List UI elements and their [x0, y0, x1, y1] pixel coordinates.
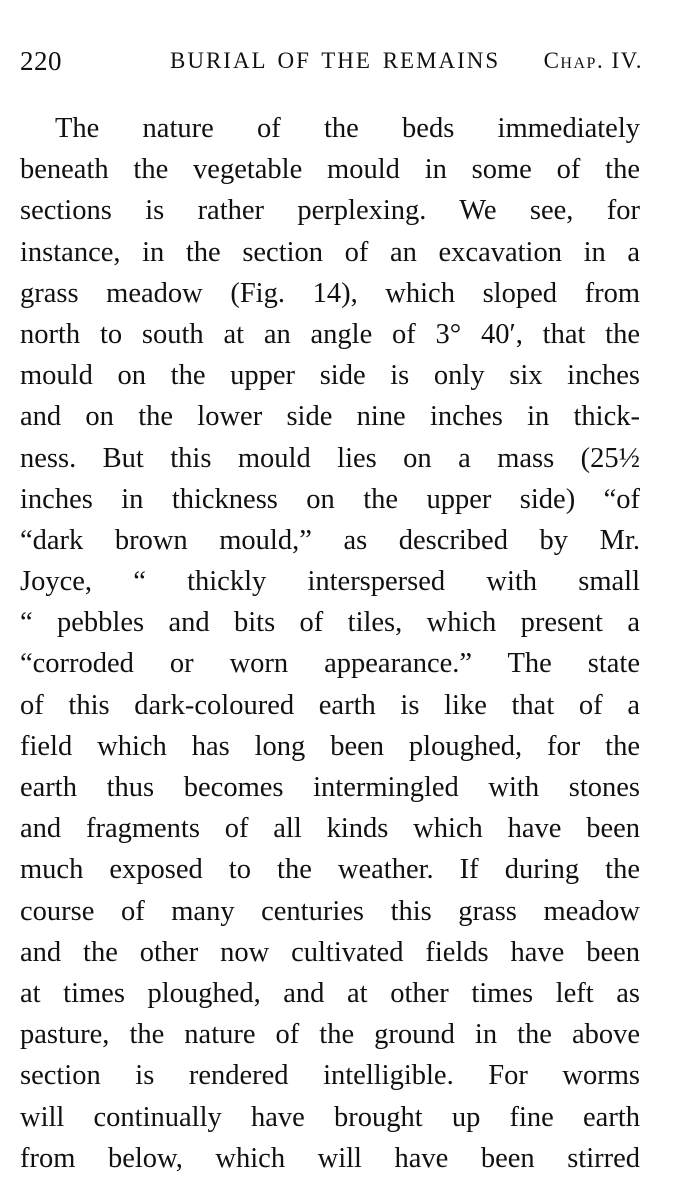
text-line: at times ploughed, and at other times left as [20, 977, 640, 1009]
text-line: will continually have brought up fine earth [20, 1101, 640, 1133]
body-paragraph [20, 108, 640, 1179]
text-line: beneath the vegetable mould in some of the [20, 154, 640, 186]
text-line: and the other now cultivated fields have been [20, 936, 640, 968]
text-line: grass meadow (Fig. 14), which sloped from [20, 277, 640, 309]
text-line: from below, which will have been stirred [20, 1142, 640, 1174]
chapter-label: Chap. IV. [543, 48, 643, 73]
text-line: of this dark-coloured earth is like that of a [20, 689, 640, 721]
text-line: earth thus becomes intermingled with stones [20, 772, 640, 803]
text-line: “dark brown mould,” as described by Mr. [20, 524, 640, 556]
text-line: Joyce, “ thickly interspersed with small [20, 566, 640, 598]
text-line: and fragments of all kinds which have been [20, 813, 640, 845]
text-line: north to south at an angle of 3° 40′, that the [20, 318, 640, 350]
text-line: and on the lower side nine inches in thick- [20, 401, 640, 433]
text-line: The nature of the beds immediately [55, 113, 640, 144]
running-head [20, 46, 643, 82]
text-line: “ pebbles and bits of tiles, which present a [20, 607, 640, 639]
text-line: field which has long been ploughed, for the [20, 730, 640, 762]
text-line: “corroded or worn appearance.” The state [20, 648, 640, 680]
text-line: section is rendered intelligible. For worms [20, 1060, 640, 1092]
text-line: inches in thickness on the upper side) “of [20, 483, 640, 515]
text-line: sections is rather perplexing. We see, for [20, 195, 640, 227]
text-line: course of many centuries this grass meadow [20, 895, 640, 927]
text-line: much exposed to the weather. If during the [20, 854, 640, 886]
running-title: BURIAL OF THE REMAINS [170, 48, 501, 73]
text-line: instance, in the section of an excavation in a [20, 236, 640, 268]
page-number: 220 [20, 46, 62, 76]
text-line: mould on the upper side is only six inches [20, 360, 640, 392]
text-line: ness. But this mould lies on a mass (25½ [20, 442, 640, 474]
text-line: pasture, the nature of the ground in the above [20, 1019, 640, 1051]
